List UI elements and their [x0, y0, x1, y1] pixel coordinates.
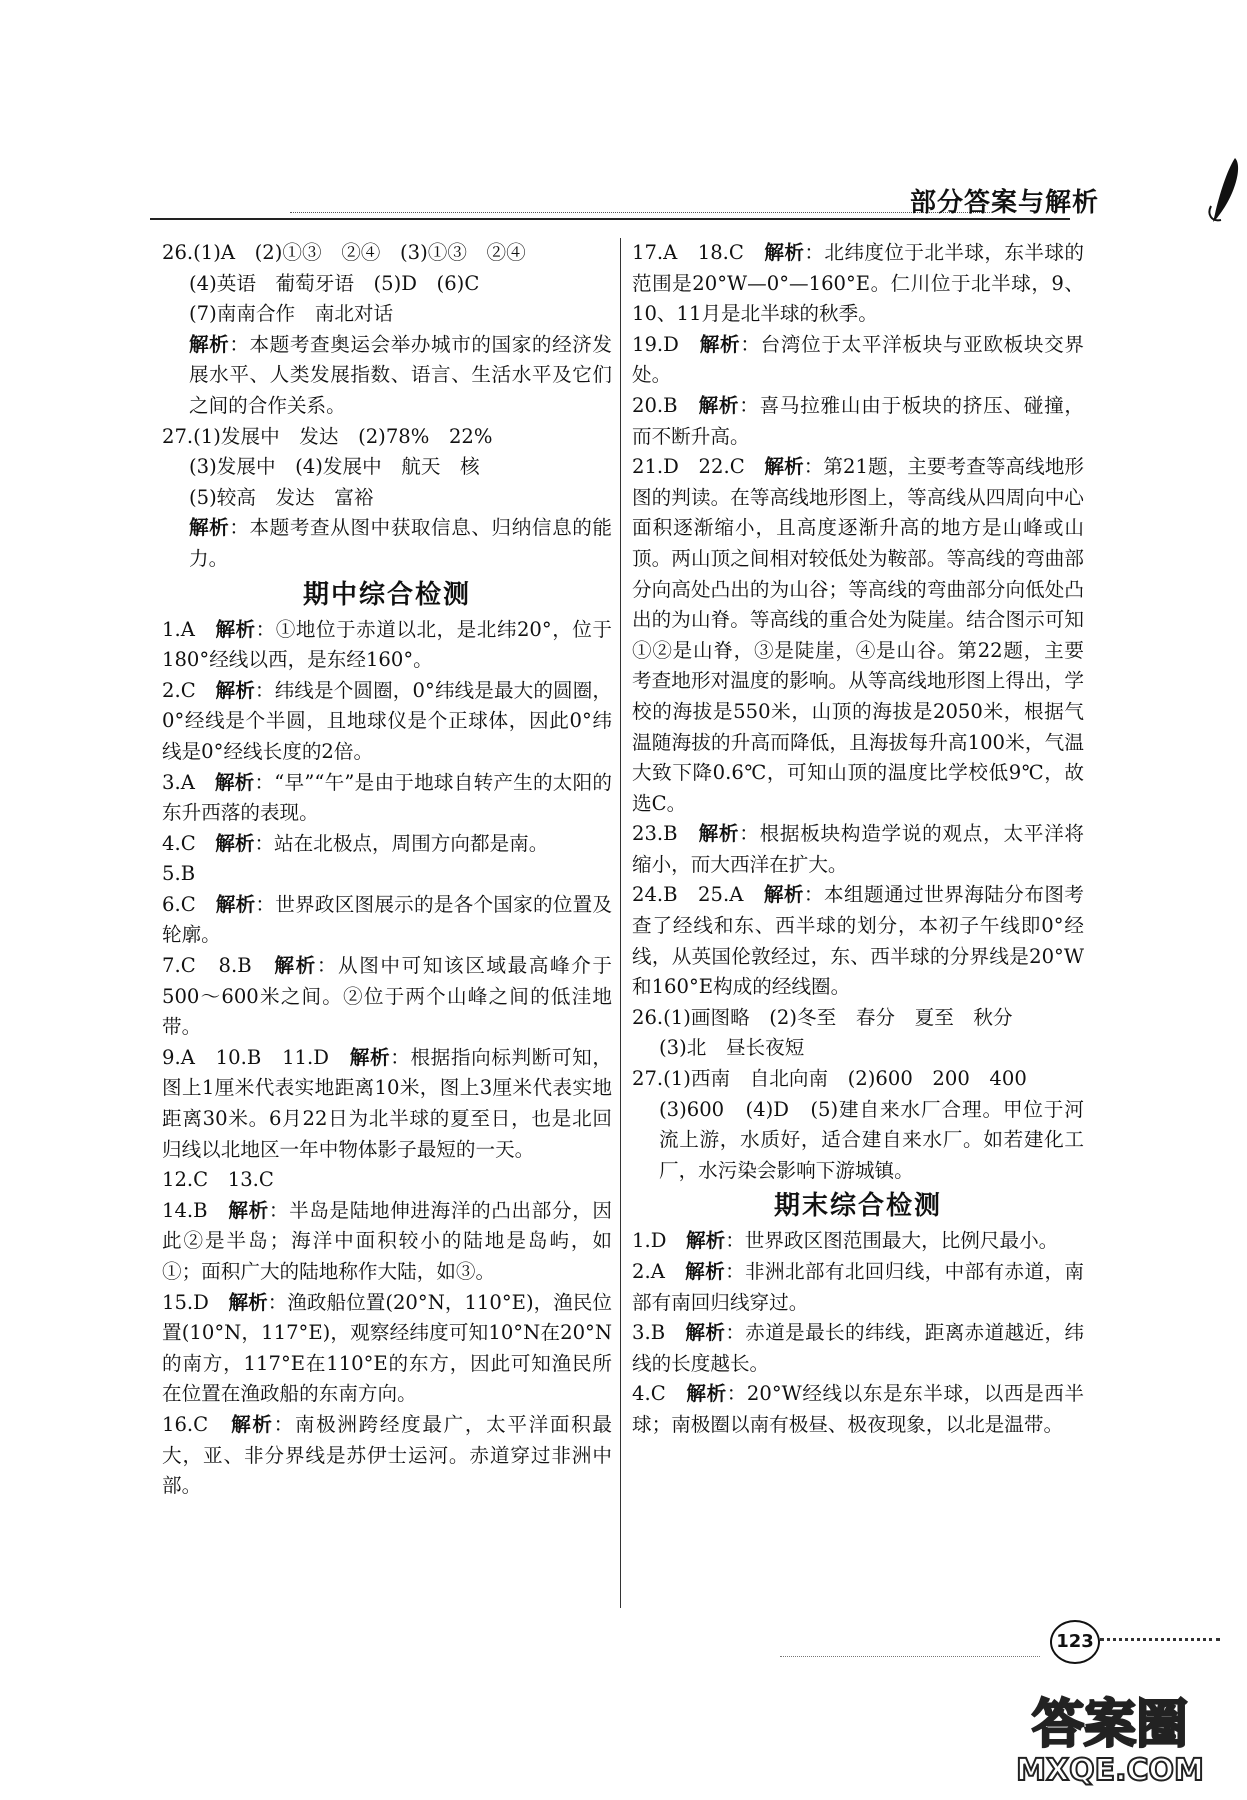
answer-item — [162, 890, 612, 951]
answer-item — [162, 829, 612, 860]
answer-text: ：赤道是最长的纬线，距离赤道越近，纬线的长度越长。 — [632, 1321, 1085, 1375]
page-header — [150, 176, 1210, 226]
right-column — [632, 238, 1084, 1441]
answer-text: ：根据板块构造学说的观点，太平洋将缩小，而大西洋在扩大。 — [632, 822, 1085, 876]
answer-text: ：①地位于赤道以北，是北纬20°，位于180°经线以西，是东经160°。 — [162, 617, 612, 672]
analysis-label: 解析 — [764, 241, 805, 264]
answer-choices: 17.A 18.C — [632, 241, 765, 264]
answer-choices: 4.C — [632, 1382, 687, 1406]
footer-decoration — [1100, 1638, 1220, 1641]
answer-item — [162, 1410, 612, 1502]
watermark-logo — [990, 1680, 1230, 1790]
answer-text: 12.C 13.C — [162, 1168, 274, 1192]
answer-text: ：20°W经线以东是东半球，以西是西半球；南极圈以南有极昼、极夜现象，以北是温带。 — [632, 1382, 1085, 1436]
answer-choices: 2.C — [162, 678, 216, 702]
page-number: 123 — [1050, 1620, 1100, 1664]
svg-text:答案圈: 答案圈 — [1031, 1695, 1189, 1755]
analysis-label: 解析 — [685, 1321, 726, 1345]
analysis-label: 解析 — [215, 892, 256, 916]
answer-text: ：南极洲跨经度最广，太平洋面积最大，亚、非分界线是苏伊士运河。赤道穿过非洲中部。 — [162, 1412, 613, 1498]
answer-text: ：北纬度位于北半球，东半球的范围是20°W—0°—160°E。仁川位于北半球，9、10、11月是北半球的秋季。 — [632, 241, 1085, 326]
analysis-label: 解析 — [698, 822, 740, 846]
answer-choices: 7.C 8.B — [162, 954, 275, 978]
answer-choices: 1.D — [632, 1229, 686, 1253]
answer-item — [632, 330, 1084, 391]
answer-text: ：台湾位于太平洋板块与亚欧板块交界处。 — [632, 332, 1085, 387]
answer-text: ：半岛是陆地伸进海洋的凸出部分，因此②是半岛；海洋中面积较小的陆地是岛屿，如①；面积广大的陆地称作大陆，如③。 — [162, 1198, 613, 1283]
section-title: 期末综合检测 — [773, 1191, 942, 1222]
answer-text: ：渔政船位置(20°N，110°E)，渔民位置(10°N，117°E)，观察经纬度可知10°N在20°N的南方，117°E在110°E的东方，因此可知渔民所在位置在渔政船的东南方向。 — [162, 1290, 612, 1406]
header-title: 部分答案与解析 — [910, 188, 1100, 218]
answer-item — [632, 391, 1084, 452]
answer-text: ：从图中可知该区域最高峰介于500～600米之间。②位于两个山峰之间的低洼地带。 — [162, 954, 613, 1039]
answer-choices: 4.C — [162, 831, 216, 855]
answer-choices: 1.A — [162, 617, 216, 641]
answer-item — [632, 1064, 1084, 1095]
column-divider — [620, 238, 621, 1608]
answer-item — [162, 1288, 612, 1410]
analysis-label: 解析 — [698, 393, 740, 417]
answer-choices: 9.A 10.B 11.D — [162, 1045, 350, 1069]
answer-text: ：第21题，主要考查等高线地形图的判读。在等高线地形图上，等高线从四周向中心面积逐渐缩小，且高度逐渐升高的地方是山峰或山顶。两山顶之间相对较低处为鞍部。等高线的弯曲部分向高处凸出的为山谷；等高线的弯曲部分向低处凸出的为山脊。等高线的重合处为陡崖。结合图示可知①②是山脊，③是陡崖，④是山谷。第22题，主要考查地形对温度的影响。从等高线地形图上得出，学校的海拔是550米，山顶的海拔是2050米，根据气温随海拔的升高而降低，且海拔每升高100米，气温大致下降0.6℃，可知山顶的温度比学校低9℃，故选C。 — [632, 455, 1085, 815]
answer-subline — [162, 269, 612, 300]
quill-pen-icon — [1205, 156, 1245, 226]
answer-choices: 20.B — [632, 393, 699, 417]
section-title: 期中综合检测 — [302, 579, 471, 610]
answer-text: 27.(1)西南 自北向南 (2)600 200 400 — [632, 1067, 1027, 1091]
answer-text: (4)英语 葡萄牙语 (5)D (6)C — [189, 271, 480, 295]
answer-choices: 6.C — [162, 892, 216, 916]
analysis-label: 解析 — [763, 883, 804, 907]
footer-dotted-rule — [780, 1656, 1040, 1657]
analysis-label: 解析 — [228, 1198, 269, 1222]
svg-text:MXQE.COM: MXQE.COM — [1016, 1753, 1204, 1788]
answer-text: ：本题考查奥运会举办城市的国家的经济发展水平、人类发展指数、语言、生活水平及它们之间的合作关系。 — [189, 332, 613, 417]
analysis-label: 解析 — [231, 1412, 274, 1436]
analysis-label: 解析 — [189, 332, 230, 356]
analysis-label: 解析 — [215, 617, 256, 641]
answer-item — [162, 1043, 612, 1165]
answer-text: ：根据指向标判断可知，图上1厘米代表实地距离10米，图上3厘米代表实地距离30米。6月22日为北半球的夏至日，也是北回归线以北地区一年中物体影子最短的一天。 — [162, 1045, 612, 1161]
answer-text: 5.B — [162, 862, 196, 886]
answer-choices: 2.A — [632, 1260, 686, 1283]
answer-subline — [162, 483, 612, 514]
answer-item — [162, 1196, 612, 1288]
answer-item — [632, 880, 1084, 1002]
answer-choices: 24.B 25.A — [632, 883, 764, 907]
answer-text: ：本题考查从图中获取信息、归纳信息的能力。 — [189, 516, 613, 570]
analysis-label: 解析 — [349, 1045, 391, 1069]
answer-item — [162, 422, 612, 453]
answer-item — [632, 1003, 1084, 1034]
answer-item — [632, 1379, 1084, 1440]
answer-choices: 15.D — [162, 1290, 229, 1314]
answer-item — [632, 1226, 1084, 1257]
answer-choices: 3.A — [162, 770, 215, 794]
answer-item — [632, 1318, 1084, 1379]
answer-choices: 23.B — [632, 822, 699, 846]
answer-text: (7)南南合作 南北对话 — [189, 302, 394, 326]
answer-item — [162, 615, 612, 676]
answer-item — [162, 676, 612, 768]
header-bar-decoration — [1242, 196, 1247, 218]
answer-text: ：非洲北部有北回归线，中部有赤道，南部有南回归线穿过。 — [632, 1260, 1084, 1314]
analysis-label: 解析 — [228, 1290, 268, 1314]
answer-item — [162, 768, 612, 829]
answer-choices: 3.B — [632, 1321, 686, 1345]
answer-text: ：喜马拉雅山由于板块的挤压、碰撞，而不断升高。 — [632, 393, 1085, 448]
answer-subline — [632, 1095, 1084, 1187]
answer-text: (3)北 昼长夜短 — [659, 1036, 805, 1060]
analysis-label: 解析 — [215, 831, 255, 855]
answer-subline — [162, 330, 612, 422]
answer-choices: 21.D 22.C — [632, 455, 765, 479]
answer-text: ：世界政区图范围最大，比例尺最小。 — [725, 1229, 1059, 1253]
answer-item — [162, 951, 612, 1043]
answer-subline — [162, 299, 612, 330]
answer-text: ：站在北极点，周围方向都是南。 — [254, 831, 549, 855]
answer-text: (3)600 (4)D (5)建自来水厂合理。甲位于河流上游，水质好，适合建自来水厂。如若建化工厂，水污染会影响下游城镇。 — [659, 1097, 1084, 1182]
answer-text: ：本组题通过世界海陆分布图考查了经线和东、西半球的划分，本初子午线即0°经线，从英国伦敦经过，东、西半球的分界线是20°W和160°E构成的经线圈。 — [632, 883, 1085, 999]
analysis-label: 解析 — [214, 770, 255, 794]
answer-item — [162, 859, 612, 890]
answer-choices: 16.C — [162, 1412, 232, 1436]
answer-text: 26.(1)画图略 (2)冬至 春分 夏至 秋分 — [632, 1005, 1013, 1029]
analysis-label: 解析 — [764, 455, 804, 479]
analysis-label: 解析 — [686, 1229, 726, 1253]
answer-item — [632, 1257, 1084, 1318]
analysis-label: 解析 — [699, 332, 741, 356]
answer-subline — [632, 1033, 1084, 1064]
header-dotted-rule — [290, 212, 990, 213]
answer-item — [632, 819, 1084, 880]
answer-text: ：世界政区图展示的是各个国家的位置及轮廓。 — [162, 892, 613, 947]
answer-subline — [162, 452, 612, 483]
analysis-label: 解析 — [685, 1260, 726, 1283]
analysis-label: 解析 — [215, 678, 255, 702]
answer-item — [632, 238, 1084, 330]
analysis-label: 解析 — [686, 1382, 727, 1406]
answer-text: ：纬线是个圆圈，0°纬线是最大的圆圈，0°经线是个半圆，且地球仪是个正球体，因此0°纬线是0°经线长度的2倍。 — [162, 678, 613, 763]
answer-item — [632, 452, 1084, 819]
answer-subline — [162, 513, 612, 574]
analysis-label: 解析 — [274, 954, 317, 978]
left-column — [162, 238, 612, 1502]
answer-text: 26.(1)A (2)①③ ②④ (3)①③ ②④ — [162, 241, 526, 264]
answer-text: (5)较高 发达 富裕 — [189, 485, 374, 509]
answer-text: (3)发展中 (4)发展中 航天 核 — [189, 455, 480, 479]
answer-text: 27.(1)发展中 发达 (2)78% 22% — [162, 424, 493, 448]
answer-item — [162, 238, 612, 269]
answer-choices: 14.B — [162, 1198, 229, 1222]
answer-choices: 19.D — [632, 332, 700, 356]
analysis-label: 解析 — [189, 516, 230, 540]
answer-item — [162, 1165, 612, 1196]
answer-text: ：“早”“午”是由于地球自转产生的太阳的东升西落的表现。 — [162, 770, 612, 825]
